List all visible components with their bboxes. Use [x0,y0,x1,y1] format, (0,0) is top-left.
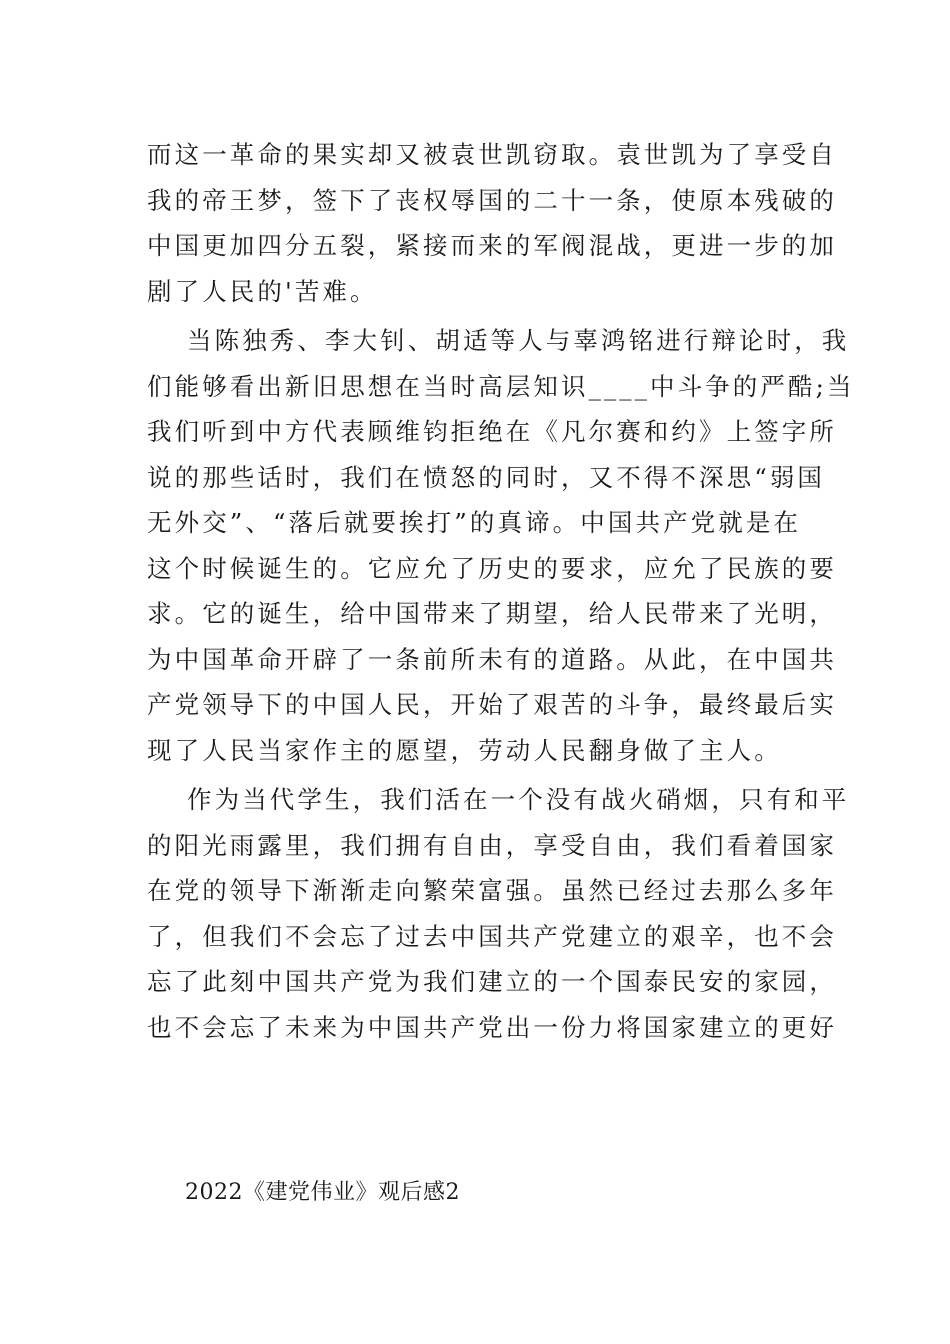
text-line: 为中国革命开辟了一条前所未有的道路。从此，在中国共 [147,644,837,674]
text-line: 们能够看出新旧思想在当时高层知识____中斗争的严酷;当 [147,371,855,401]
text-line: 的阳光雨露里，我们拥有自由，享受自由，我们看着国家 [147,830,837,860]
text-line: 在党的领导下渐渐走向繁荣富强。虽然已经过去那么多年 [147,876,837,905]
text-line: 无外交”、“落后就要挨打”的真谛。中国共产党就是在 [147,508,802,537]
text-line: 我的帝王梦，签下了丧权辱国的二十一条，使原本残破的 [147,185,837,215]
text-line: 产党领导下的中国人民，开始了艰苦的斗争，最终最后实 [147,690,837,719]
text-line: 这个时候诞生的。它应允了历史的要求，应允了民族的要 [147,553,837,583]
text-line: 也不会忘了未来为中国共产党出一份力将国家建立的更好 [147,1012,837,1042]
section-heading: 2022《建党伟业》观后感2 [185,1180,460,1205]
text-line: 了，但我们不会忘了过去中国共产党建立的艰辛，也不会 [147,921,837,951]
text-line: 当陈独秀、李大钊、胡适等人与辜鸿铭进行辩论时，我 [187,326,850,355]
body-text [147,132,855,1050]
text-line: 忘了此刻中国共产党为我们建立的一个国泰民安的家园， [147,967,837,996]
text-line: 而这一革命的果实却又被袁世凯窃取。袁世凯为了享受自 [147,140,837,169]
text-line: 剧了人民的'苦难。 [147,276,378,306]
text-line: 说的那些话时，我们在愤怒的同时，又不得不深思“弱国 [147,462,826,492]
text-line: 中国更加四分五裂，紧接而来的军阀混战，更进一步的加 [147,231,837,260]
text-line: 我们听到中方代表顾维钧拒绝在《凡尔赛和约》上签字所 [147,417,837,446]
text-line: 现了人民当家作主的愿望，劳动人民翻身做了主人。 [147,735,782,765]
text-line: 作为当代学生，我们活在一个没有战火硝烟，只有和平 [187,785,850,814]
text-line: 求。它的诞生，给中国带来了期望，给人民带来了光明， [147,599,837,628]
